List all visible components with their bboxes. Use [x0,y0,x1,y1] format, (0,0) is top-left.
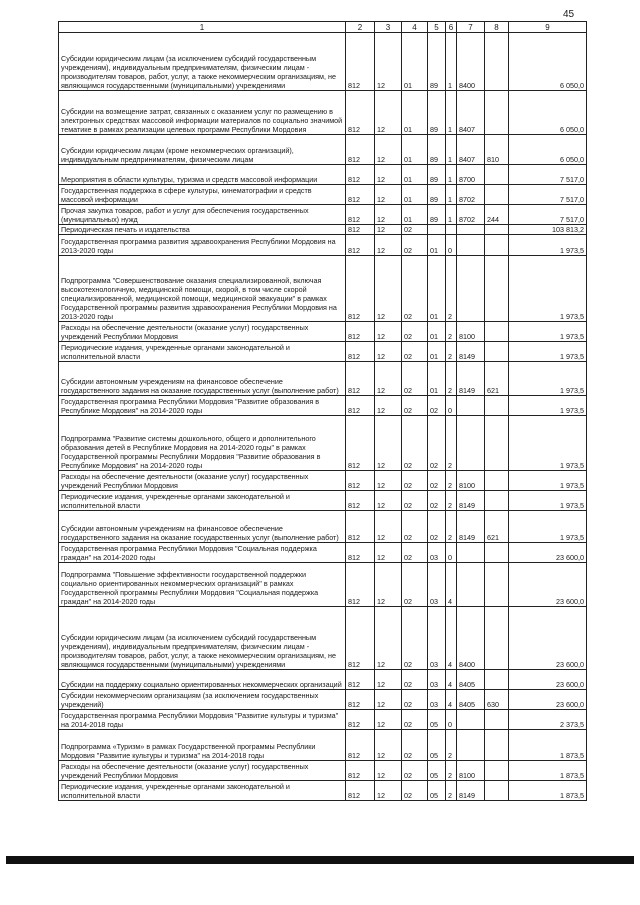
program-code: 02 [428,416,446,471]
amount: 23 600,0 [509,543,587,563]
section-code: 12 [375,256,402,322]
subsection-code: 02 [402,543,428,563]
program-code: 05 [428,781,446,801]
subsection-code: 02 [402,322,428,342]
expense-description: Государственная программа Республики Мордовия "Развитие образования в Республике Мордовия" на 2014-2020 годы [59,396,346,416]
subsection-code: 01 [402,33,428,91]
amount: 23 600,0 [509,563,587,607]
section-code: 12 [375,761,402,781]
section-code: 12 [375,563,402,607]
scan-bottom-border [6,856,634,864]
ministry-code: 812 [346,322,375,342]
table-row [59,91,587,135]
section-code: 12 [375,225,402,235]
ministry-code: 812 [346,781,375,801]
subprogram-code: 1 [446,205,457,225]
subsection-code: 02 [402,342,428,362]
expense-type-code [485,91,509,135]
subsection-code: 02 [402,362,428,396]
ministry-code: 812 [346,690,375,710]
table-row [59,511,587,543]
expense-type-code [485,225,509,235]
program-code: 89 [428,135,446,165]
expense-description: Субсидии некоммерческим организациям (за исключением государственных учреждений) [59,690,346,710]
expense-description: Государственная программа Республики Мордовия "Развитие культуры и туризма" на 2014-2018 годы [59,710,346,730]
program-code: 01 [428,362,446,396]
table-row [59,543,587,563]
target-article-code [457,543,485,563]
header-cell: 7 [457,22,485,33]
budget-table [58,21,587,801]
expense-type-code [485,185,509,205]
section-code: 12 [375,511,402,543]
table-header-row [59,22,587,33]
target-article-code: 8400 [457,33,485,91]
amount: 7 517,0 [509,185,587,205]
table-body [59,33,587,801]
table-row [59,710,587,730]
table-row [59,185,587,205]
program-code: 02 [428,511,446,543]
program-code: 02 [428,396,446,416]
subsection-code: 02 [402,781,428,801]
ministry-code: 812 [346,225,375,235]
section-code: 12 [375,670,402,690]
ministry-code: 812 [346,471,375,491]
ministry-code: 812 [346,607,375,670]
expense-type-code [485,670,509,690]
expense-description: Государственная программа Республики Мордовия "Социальная поддержка граждан" на 2014-2020 годы [59,543,346,563]
subprogram-code: 2 [446,781,457,801]
table-row [59,256,587,322]
section-code: 12 [375,91,402,135]
subprogram-code: 2 [446,362,457,396]
ministry-code: 812 [346,205,375,225]
subprogram-code: 2 [446,730,457,761]
amount: 23 600,0 [509,670,587,690]
amount: 1 973,5 [509,491,587,511]
expense-type-code [485,761,509,781]
ministry-code: 812 [346,511,375,543]
subprogram-code: 0 [446,543,457,563]
target-article-code: 8149 [457,491,485,511]
table-row [59,33,587,91]
target-article-code [457,710,485,730]
amount: 1 973,5 [509,342,587,362]
amount: 1 973,5 [509,416,587,471]
section-code: 12 [375,690,402,710]
expense-type-code: 244 [485,205,509,225]
subsection-code: 02 [402,761,428,781]
target-article-code [457,256,485,322]
expense-type-code [485,563,509,607]
target-article-code: 8149 [457,362,485,396]
section-code: 12 [375,730,402,761]
subprogram-code [446,225,457,235]
expense-description: Государственная программа развития здравоохранения Республики Мордовия на 2013-2020 годы [59,235,346,256]
table-row [59,781,587,801]
program-code: 05 [428,730,446,761]
expense-description: Периодические издания, учрежденные органами законодательной и исполнительной власти [59,491,346,511]
expense-type-code: 621 [485,362,509,396]
program-code: 02 [428,471,446,491]
program-code: 05 [428,710,446,730]
table-row [59,205,587,225]
ministry-code: 812 [346,710,375,730]
table-row [59,165,587,185]
program-code: 01 [428,235,446,256]
amount: 7 517,0 [509,165,587,185]
table-row [59,235,587,256]
header-cell: 2 [346,22,375,33]
amount: 23 600,0 [509,690,587,710]
ministry-code: 812 [346,135,375,165]
section-code: 12 [375,322,402,342]
expense-type-code: 630 [485,690,509,710]
section-code: 12 [375,543,402,563]
program-code: 89 [428,33,446,91]
subprogram-code: 4 [446,670,457,690]
section-code: 12 [375,33,402,91]
ministry-code: 812 [346,342,375,362]
amount: 1 873,5 [509,761,587,781]
section-code: 12 [375,185,402,205]
subprogram-code: 0 [446,710,457,730]
expense-description: Субсидии автономным учреждениям на финансовое обеспечение государственного задания на оказание государственных услуг (выполнение работ) [59,511,346,543]
page-number: 45 [563,9,575,20]
expense-type-code [485,396,509,416]
expense-type-code [485,543,509,563]
table-row [59,396,587,416]
table-row [59,761,587,781]
subprogram-code: 2 [446,491,457,511]
expense-description: Периодические издания, учрежденные органами законодательной и исполнительной власти [59,342,346,362]
expense-type-code [485,33,509,91]
table-row [59,362,587,396]
header-cell: 8 [485,22,509,33]
section-code: 12 [375,471,402,491]
amount: 1 973,5 [509,362,587,396]
ministry-code: 812 [346,362,375,396]
expense-description: Периодическая печать и издательства [59,225,346,235]
target-article-code [457,730,485,761]
section-code: 12 [375,342,402,362]
section-code: 12 [375,205,402,225]
expense-description: Субсидии автономным учреждениям на финансовое обеспечение государственного задания на оказание государственных услуг (выполнение работ) [59,362,346,396]
expense-type-code [485,322,509,342]
target-article-code: 8405 [457,670,485,690]
expense-description: Подпрограмма "Совершенствование оказания специализированной, включая высокотехнологичную, медицинской помощи, скорой, в том числе скорой специализированной, медицинской помощи, медицинской эвакуации" в рамках Государственной программы развития здравоохранения Республики Мордовия на 2013-2020 годы [59,256,346,322]
expense-description: Расходы на обеспечение деятельности (оказание услуг) государственных учреждений Республики Мордовия [59,761,346,781]
table-row [59,225,587,235]
table-row [59,607,587,670]
subprogram-code: 2 [446,761,457,781]
expense-description: Субсидии юридическим лицам (за исключением субсидий государственным учреждениям), индивидуальным предпринимателям, физическим лицам - производителям товаров, работ, услуг, а также некоммерческим организациям, не являющимся государственными (муниципальными) учреждениями [59,607,346,670]
section-code: 12 [375,165,402,185]
program-code: 03 [428,607,446,670]
program-code: 01 [428,342,446,362]
ministry-code: 812 [346,543,375,563]
ministry-code: 812 [346,235,375,256]
amount: 1 973,5 [509,511,587,543]
target-article-code: 8100 [457,471,485,491]
amount: 103 813,2 [509,225,587,235]
subsection-code: 01 [402,91,428,135]
expense-type-code [485,710,509,730]
expense-description: Расходы на обеспечение деятельности (оказание услуг) государственных учреждений Республики Мордовия [59,322,346,342]
ministry-code: 812 [346,670,375,690]
table-row [59,322,587,342]
subsection-code: 02 [402,491,428,511]
target-article-code: 8149 [457,511,485,543]
expense-type-code [485,607,509,670]
target-article-code: 8100 [457,761,485,781]
subprogram-code: 2 [446,511,457,543]
subsection-code: 02 [402,563,428,607]
table-row [59,670,587,690]
subsection-code: 01 [402,135,428,165]
program-code: 05 [428,761,446,781]
expense-description: Субсидии юридическим лицам (за исключением субсидий государственным учреждениям), индивидуальным предпринимателям, физическим лицам - производителям товаров, работ, услуг, а также некоммерческим организациям, не являющимся государственными (муниципальными) учреждениями [59,33,346,91]
ministry-code: 812 [346,491,375,511]
program-code: 02 [428,491,446,511]
header-cell: 3 [375,22,402,33]
program-code: 89 [428,185,446,205]
subsection-code: 02 [402,607,428,670]
ministry-code: 812 [346,165,375,185]
target-article-code: 8400 [457,607,485,670]
subprogram-code: 0 [446,235,457,256]
target-article-code [457,235,485,256]
amount: 6 050,0 [509,91,587,135]
expense-description: Подпрограмма "Развитие системы дошкольного, общего и дополнительного образования детей в Республике Мордовия на 2014-2020 годы" в рамках Государственной программы Республики Мордовия "Развитие образования в Республике Мордовия" на 2014-2020 годы [59,416,346,471]
section-code: 12 [375,607,402,670]
target-article-code: 8700 [457,165,485,185]
expense-description: Подпрограмма «Туризм» в рамках Государственной программы Республики Мордовия "Развитие культуры и туризма" на 2014-2018 годы [59,730,346,761]
amount: 1 973,5 [509,396,587,416]
expense-description: Периодические издания, учрежденные органами законодательной и исполнительной власти [59,781,346,801]
target-article-code: 8100 [457,322,485,342]
amount: 7 517,0 [509,205,587,225]
expense-description: Субсидии юридическим лицам (кроме некоммерческих организаций), индивидуальным предпринимателям, физическим лицам [59,135,346,165]
expense-description: Мероприятия в области культуры, туризма и средств массовой информации [59,165,346,185]
table-row [59,563,587,607]
expense-description: Прочая закупка товаров, работ и услуг для обеспечения государственных (муниципальных) нужд [59,205,346,225]
target-article-code: 8702 [457,185,485,205]
expense-type-code [485,165,509,185]
amount: 1 873,5 [509,730,587,761]
ministry-code: 812 [346,185,375,205]
program-code: 89 [428,205,446,225]
subsection-code: 01 [402,165,428,185]
header-cell: 6 [446,22,457,33]
target-article-code [457,396,485,416]
amount: 1 973,5 [509,471,587,491]
program-code: 89 [428,91,446,135]
expense-type-code [485,256,509,322]
program-code: 89 [428,165,446,185]
expense-description: Расходы на обеспечение деятельности (оказание услуг) государственных учреждений Республики Мордовия [59,471,346,491]
header-cell: 9 [509,22,587,33]
section-code: 12 [375,235,402,256]
subprogram-code: 1 [446,185,457,205]
amount: 1 973,5 [509,322,587,342]
amount: 23 600,0 [509,607,587,670]
header-cell: 4 [402,22,428,33]
subprogram-code: 2 [446,342,457,362]
program-code: 03 [428,543,446,563]
ministry-code: 812 [346,416,375,471]
expense-type-code [485,342,509,362]
section-code: 12 [375,396,402,416]
subsection-code: 02 [402,730,428,761]
section-code: 12 [375,135,402,165]
subsection-code: 02 [402,416,428,471]
subprogram-code: 2 [446,416,457,471]
expense-type-code [485,471,509,491]
subprogram-code: 4 [446,690,457,710]
subprogram-code: 4 [446,607,457,670]
amount: 1 973,5 [509,235,587,256]
target-article-code: 8149 [457,781,485,801]
section-code: 12 [375,491,402,511]
subprogram-code: 2 [446,256,457,322]
amount: 1 873,5 [509,781,587,801]
table-row [59,730,587,761]
expense-type-code [485,416,509,471]
subprogram-code: 4 [446,563,457,607]
table-row [59,690,587,710]
table-row [59,416,587,471]
table-row [59,135,587,165]
header-cell: 5 [428,22,446,33]
ministry-code: 812 [346,563,375,607]
subsection-code: 02 [402,256,428,322]
target-article-code: 8405 [457,690,485,710]
subsection-code: 02 [402,690,428,710]
target-article-code [457,416,485,471]
subsection-code: 02 [402,471,428,491]
section-code: 12 [375,781,402,801]
expense-description: Подпрограмма "Повышение эффективности государственной поддержки социально ориентированных некоммерческих организаций" в рамках Государственной программы Республики Мордовия "Социальная поддержка граждан" на 2014-2020 годы [59,563,346,607]
subprogram-code: 0 [446,396,457,416]
ministry-code: 812 [346,33,375,91]
target-article-code: 8149 [457,342,485,362]
target-article-code [457,225,485,235]
program-code: 01 [428,256,446,322]
section-code: 12 [375,710,402,730]
subsection-code: 02 [402,396,428,416]
expense-type-code: 810 [485,135,509,165]
expense-description: Субсидии на возмещение затрат, связанных с оказанием услуг по размещению в электронных средствах массовой информации материалов по социально значимой тематике в рамках реализации целевых программ Республики Мордовия [59,91,346,135]
target-article-code: 8407 [457,135,485,165]
section-code: 12 [375,416,402,471]
target-article-code: 8702 [457,205,485,225]
program-code: 01 [428,322,446,342]
amount: 2 373,5 [509,710,587,730]
subprogram-code: 1 [446,91,457,135]
ministry-code: 812 [346,730,375,761]
subprogram-code: 1 [446,33,457,91]
expense-description: Субсидии на поддержку социально ориентированных некоммерческих организаций [59,670,346,690]
ministry-code: 812 [346,256,375,322]
expense-type-code [485,235,509,256]
expense-type-code: 621 [485,511,509,543]
expense-type-code [485,781,509,801]
ministry-code: 812 [346,761,375,781]
table-row [59,342,587,362]
table-row [59,471,587,491]
expense-description: Государственная поддержка в сфере культуры, кинематографии и средств массовой информации [59,185,346,205]
table-row [59,491,587,511]
subsection-code: 02 [402,670,428,690]
amount: 6 050,0 [509,33,587,91]
subsection-code: 02 [402,235,428,256]
subsection-code: 01 [402,185,428,205]
subprogram-code: 2 [446,322,457,342]
program-code: 03 [428,690,446,710]
section-code: 12 [375,362,402,396]
expense-type-code [485,730,509,761]
subsection-code: 02 [402,225,428,235]
program-code [428,225,446,235]
target-article-code: 8407 [457,91,485,135]
program-code: 03 [428,670,446,690]
subprogram-code: 1 [446,135,457,165]
ministry-code: 812 [346,91,375,135]
subsection-code: 02 [402,710,428,730]
subprogram-code: 1 [446,165,457,185]
amount: 6 050,0 [509,135,587,165]
program-code: 03 [428,563,446,607]
header-cell: 1 [59,22,346,33]
ministry-code: 812 [346,396,375,416]
amount: 1 973,5 [509,256,587,322]
expense-type-code [485,491,509,511]
subsection-code: 02 [402,511,428,543]
subsection-code: 01 [402,205,428,225]
target-article-code [457,563,485,607]
subprogram-code: 2 [446,471,457,491]
